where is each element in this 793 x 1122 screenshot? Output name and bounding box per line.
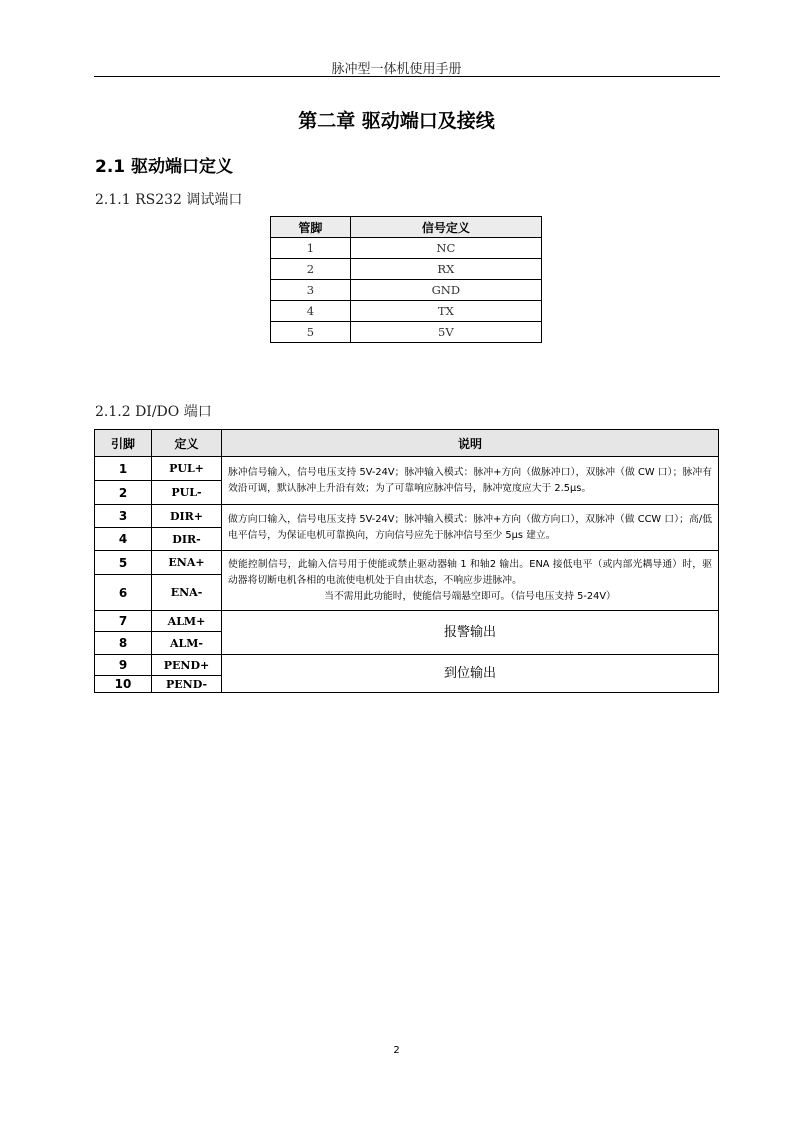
definition-cell: PEND+ [152,655,222,676]
definition-cell: ENA- [152,575,222,611]
rs232-pin-table [270,216,542,343]
pin-cell: 3 [95,505,152,528]
description-cell-enable [222,551,719,611]
pin-cell: 3 [271,280,351,301]
column-header-pin: 管脚 [271,217,351,238]
page-number: 2 [393,1045,400,1056]
enable-description-text: 使能控制信号，此输入信号用于使能或禁止驱动器轴 1 和轴2 输出。ENA 接低电平（或内部光耦导通）时，驱动器将切断电机各相的电流使电机处于自由状态，不响应步进脉冲。 [228,558,712,586]
pin-cell: 4 [271,301,351,322]
definition-cell: PUL+ [152,457,222,481]
description-cell-direction: 做方向口输入，信号电压支持 5V-24V；脉冲输入模式：脉冲+方向（做方向口），双脉冲（做 CCW 口）；高/低电平信号，为保证电机可靠换向，方向信号应先于脉冲信号至少 5μs 建立。 [222,505,719,551]
signal-cell: RX [350,259,541,280]
pin-cell: 9 [95,655,152,676]
column-header-pin: 引脚 [95,430,152,457]
rs232-subsection-title: 2.1.1 RS232 调试端口 [95,192,243,208]
table-row [271,301,542,322]
pin-cell: 5 [271,322,351,343]
header-rule [94,76,720,77]
table-row [271,322,542,343]
enable-description-note: 当不需用此功能时，使能信号端悬空即可。（信号电压支持 5-24V） [324,590,616,602]
pin-cell: 7 [95,611,152,632]
signal-cell: TX [350,301,541,322]
table-row [271,238,542,259]
section-title: 2.1 驱动端口定义 [95,157,234,177]
definition-cell: DIR- [152,528,222,551]
table-row [271,259,542,280]
definition-cell: PEND- [152,676,222,693]
column-header-description: 说明 [222,430,719,457]
pin-cell: 6 [95,575,152,611]
definition-cell: ALM+ [152,611,222,632]
description-cell-pulse: 脉冲信号输入，信号电压支持 5V-24V；脉冲输入模式：脉冲+方向（做脉冲口），双脉冲（做 CW 口）；脉冲有效沿可调，默认脉冲上升沿有效；为了可靠响应脉冲信号，脉冲宽度应大于 2.5μs。 [222,457,719,505]
description-cell-alarm: 报警输出 [222,611,719,655]
pin-cell: 4 [95,528,152,551]
definition-cell: ENA+ [152,551,222,575]
table-header-row [271,217,542,238]
definition-cell: PUL- [152,481,222,505]
table-row [95,611,719,632]
table-row [95,551,719,575]
table-row [271,280,542,301]
column-header-definition: 定义 [152,430,222,457]
table-row [95,505,719,528]
column-header-signal-definition: 信号定义 [350,217,541,238]
pin-cell: 2 [95,481,152,505]
definition-cell: ALM- [152,632,222,655]
pin-cell: 1 [95,457,152,481]
pin-cell: 1 [271,238,351,259]
dido-pin-table [94,429,719,693]
chapter-title: 第二章 驱动端口及接线 [298,110,495,132]
pin-cell: 5 [95,551,152,575]
running-header: 脉冲型一体机使用手册 [331,62,462,77]
table-row [95,655,719,676]
table-header-row [95,430,719,457]
signal-cell: GND [350,280,541,301]
pin-cell: 2 [271,259,351,280]
definition-cell: DIR+ [152,505,222,528]
table-row [95,457,719,481]
description-cell-in-position: 到位输出 [222,655,719,693]
dido-subsection-title: 2.1.2 DI/DO 端口 [95,404,212,420]
pin-cell: 8 [95,632,152,655]
signal-cell: NC [350,238,541,259]
pin-cell: 10 [95,676,152,693]
signal-cell: 5V [350,322,541,343]
